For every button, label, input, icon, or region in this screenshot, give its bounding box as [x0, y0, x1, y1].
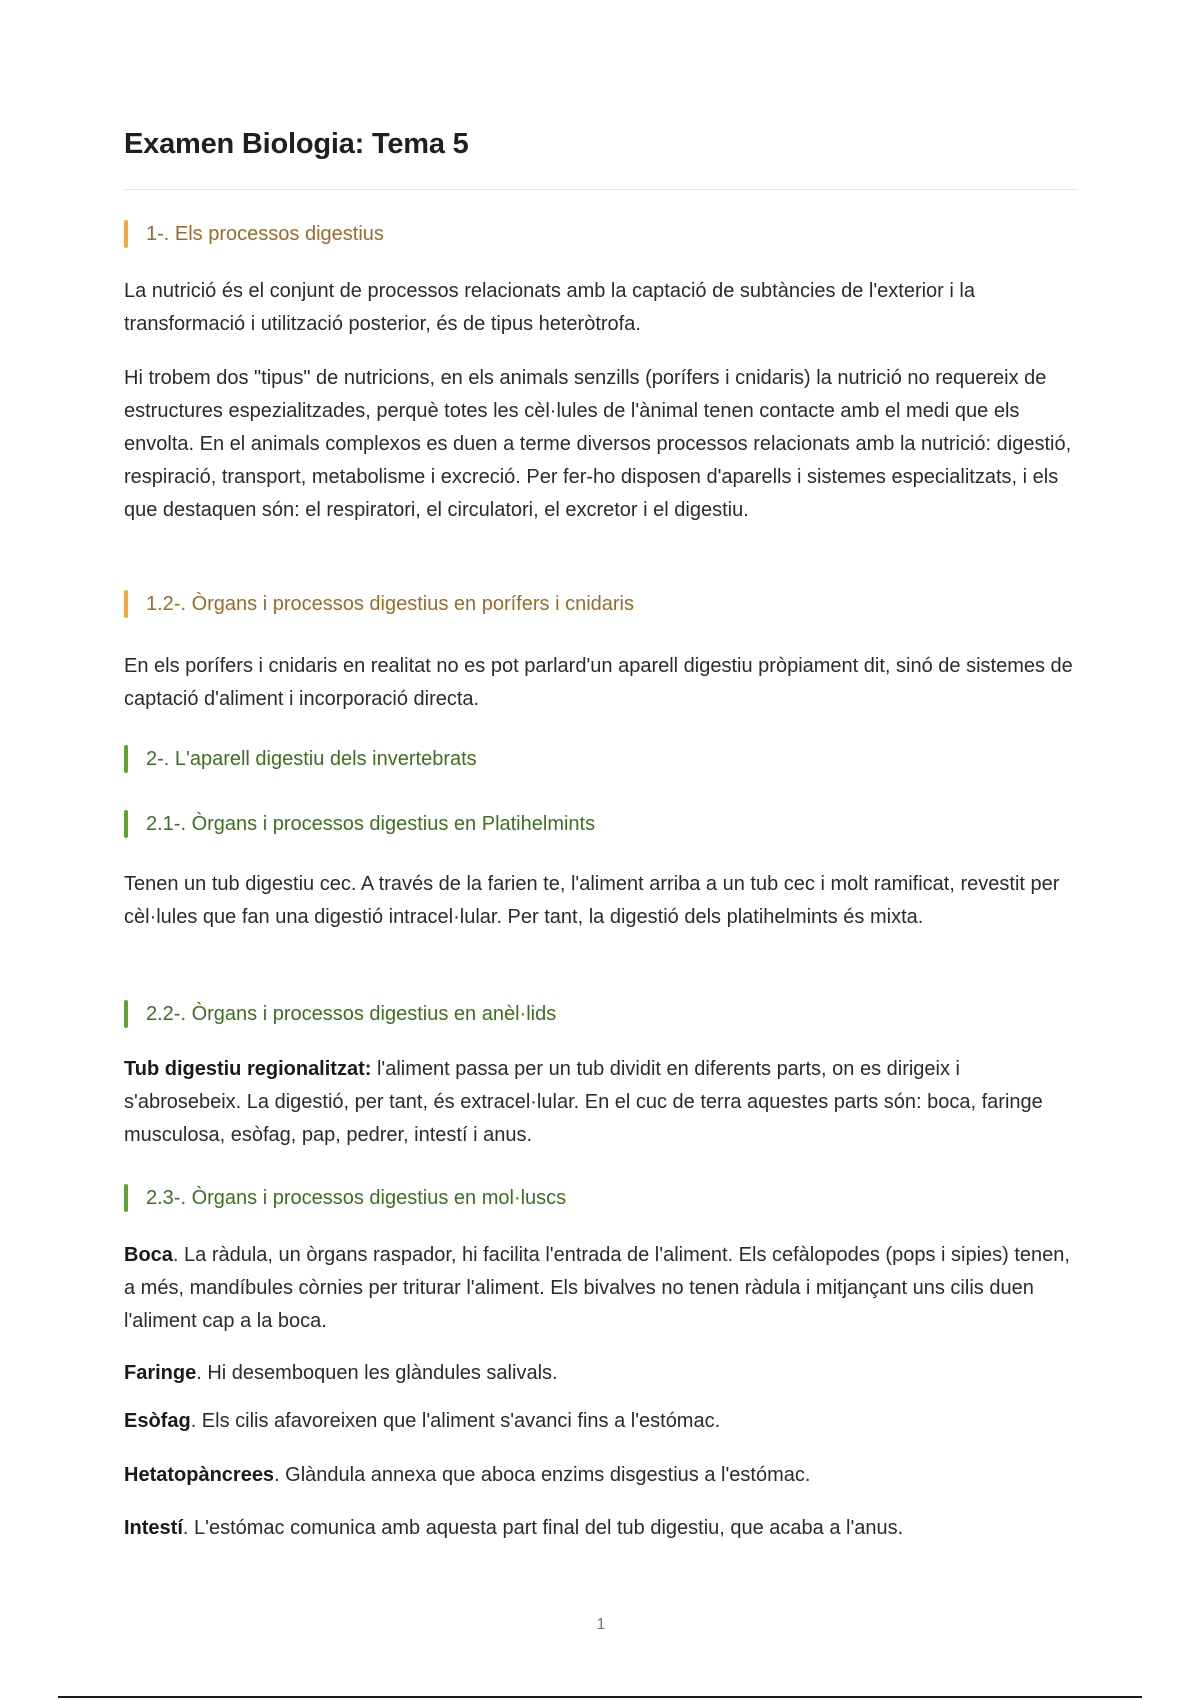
term-intesti: Intestí [124, 1517, 183, 1539]
heading-text: 1.2-. Òrgans i processos digestius en porífers i cnidaris [146, 592, 634, 615]
page-bottom-border [58, 1696, 1142, 1698]
heading-2-2 [124, 1000, 556, 1028]
heading-1-2 [124, 590, 634, 618]
paragraph-esofag [124, 1405, 1078, 1438]
definition-text: . La ràdula, un òrgans raspador, hi facilita l'entrada de l'aliment. Els cefàlopodes (pops i sipies) tenen, a més, mandíbules còrnies per triturar l'aliment. Els bivalves no tenen ràdula i mitjançant uns cilis duen l'aliment cap a la boca. [124, 1244, 1070, 1332]
heading-text: 2.1-. Òrgans i processos digestius en Platihelmints [146, 812, 596, 835]
term-boca: Boca [124, 1244, 173, 1266]
heading-2-1 [124, 810, 595, 838]
paragraph-platihelmints: Tenen un tub digestiu cec. A través de la farien te, l'aliment arriba a un tub cec i molt ramificat, revestit per cèl·lules que fan una digestió intracel·lular. Per tant, la digestió dels platihelmints és mixta. [124, 873, 1060, 928]
definition-text: l'aliment passa per un tub dividit en diferents parts, on es dirigeix i s'abrosebeix. La digestió, per tant, és extracel·lular. En el cuc de terra aquestes parts són: boca, faringe musculosa, esòfag, pap, pedrer, intestí i anus. [124, 1058, 1043, 1146]
term-tub-digestiu: Tub digestiu regionalitzat: [124, 1058, 372, 1080]
paragraph-intesti [124, 1512, 1078, 1545]
heading-text: 1-. Els processos digestius [146, 222, 384, 245]
term-hepatopancrees: Hetatopàncrees [124, 1464, 275, 1486]
heading-text: 2.2-. Òrgans i processos digestius en anèl·lids [146, 1002, 557, 1025]
document-title: Examen Biologia: Tema 5 [124, 128, 469, 160]
paragraph-anelids [124, 1053, 1078, 1152]
title-divider [124, 189, 1078, 190]
heading-accent-bar [124, 1184, 128, 1212]
paragraph-hepatopancrees [124, 1459, 1078, 1492]
heading-2-3 [124, 1184, 566, 1212]
heading-accent-bar [124, 220, 128, 248]
page-number: 1 [596, 1616, 606, 1633]
paragraph-boca [124, 1239, 1078, 1338]
definition-text: . Hi desemboquen les glàndules salivals. [196, 1362, 558, 1384]
paragraph-nutricio: La nutrició és el conjunt de processos relacionats amb la captació de subtàncies de l'exterior i la transformació i utilització posterior, és de tipus heteròtrofa. [124, 280, 975, 335]
term-faringe: Faringe [124, 1362, 197, 1384]
heading-accent-bar [124, 810, 128, 838]
heading-accent-bar [124, 1000, 128, 1028]
term-esofag: Esòfag [124, 1410, 191, 1432]
definition-text: . Glàndula annexa que aboca enzims disgestius a l'estómac. [274, 1464, 811, 1486]
heading-accent-bar [124, 745, 128, 773]
heading-1 [124, 220, 384, 248]
paragraph-faringe [124, 1357, 1078, 1390]
heading-text: 2.3-. Òrgans i processos digestius en mol·luscs [146, 1186, 567, 1209]
definition-text: . Els cilis afavoreixen que l'aliment s'avanci fins a l'estómac. [190, 1410, 721, 1432]
paragraph-porifers: En els porífers i cnidaris en realitat no es pot parlard'un aparell digestiu pròpiament dit, sinó de sistemes de captació d'aliment i incorporació directa. [124, 655, 1073, 710]
definition-text: . L'estómac comunica amb aquesta part final del tub digestiu, que acaba a l'anus. [182, 1517, 904, 1539]
heading-2 [124, 745, 477, 773]
paragraph-tipus-nutricions: Hi trobem dos "tipus" de nutricions, en els animals senzills (porífers i cnidaris) la nutrició no requereix de estructures espezialitzades, perquè totes les cèl·lules de l'ànimal tenen contacte amb el medi que els envolta. En el animals complexos es duen a terme diversos processos relacionats amb la nutrició: digestió, respiració, transport, metabolisme i excreció. Per fer-ho disposen d'aparells i sistemes especialitzats, i els que destaquen són: el respiratori, el circulatori, el excretor i el digestiu. [124, 367, 1072, 521]
heading-accent-bar [124, 590, 128, 618]
heading-text: 2-. L'aparell digestiu dels invertebrats [146, 747, 477, 770]
